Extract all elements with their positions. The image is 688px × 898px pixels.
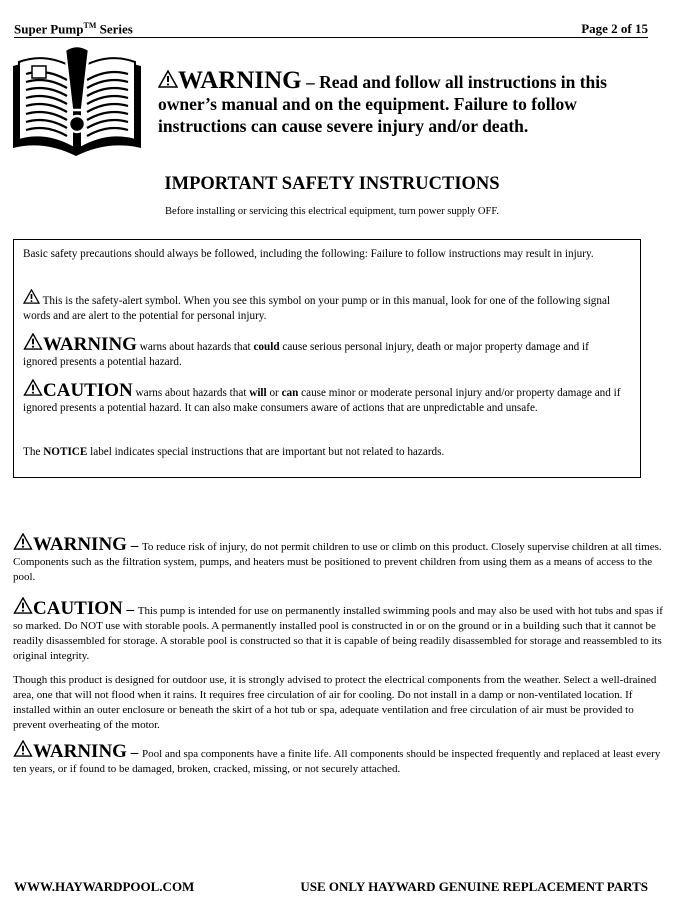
safety-alert-icon bbox=[23, 289, 40, 304]
box-notice-definition: The NOTICE label indicates special instructions that are important but not related to hazards. bbox=[23, 446, 445, 458]
box-warning-definition: WARNING warns about hazards that could cause serious personal injury, death or major property damage and if ignored presents a potential hazard. bbox=[23, 334, 589, 368]
power-off-notice: Before installing or servicing this electrical equipment, turn power supply OFF. bbox=[165, 206, 499, 217]
safety-alert-icon bbox=[158, 70, 178, 88]
outdoor-use-paragraph: Though this product is designed for outdoor use, it is strongly advised to protect the electrical components from the weather. Select a well-drained area, one that will not flood when it rains. It requires free circulation of air for cooling. Do not install in a damp or non-ventilated location. If installed within an outer enclosure or beneath the skirt of a hot tub or spa, adequate ventilation and free circulation of air must be provided to prevent overheating of the motor. bbox=[13, 674, 657, 731]
signal-words-box bbox=[13, 239, 641, 478]
top-warning-line3: instructions can cause severe injury and/or death. bbox=[158, 116, 529, 136]
safety-alert-icon bbox=[23, 333, 43, 350]
footer-website: WWW.HAYWARDPOOL.COM bbox=[14, 879, 195, 894]
page-title: IMPORTANT SAFETY INSTRUCTIONS bbox=[164, 174, 500, 194]
box-caution-definition: CAUTION warns about hazards that will or can cause minor or moderate personal injury and/or property damage and if ignored presents a potential hazard. It can also make consumers aware of actions that are unpredictable and unsafe. bbox=[23, 380, 621, 414]
top-warning-line2: owner’s manual and on the equipment. Failure to follow bbox=[158, 94, 577, 114]
warning-children: WARNING – To reduce risk of injury, do not permit children to use or climb on this product. Closely supervise children at all times. Components such as the filtration system, pumps, and heaters must be positioned to prevent children from using them as a means of access to the pool. bbox=[13, 534, 662, 583]
manual-warning-book-icon bbox=[10, 44, 144, 162]
top-warning bbox=[158, 67, 658, 137]
box-intro: Basic safety precautions should always be followed, including the following: Failure to follow instructions may result in injury. bbox=[23, 248, 594, 260]
caution-storable-pools: CAUTION – This pump is intended for use on permanently installed swimming pools and may also be used with hot tubs and spas if so marked. Do NOT use with storable pools. A permanently installed pool is constructed in or on the ground or in a building such that it cannot be readily disassembled for storage. A storable pool is constructed so that it is capable of being readily disassembled for storage and reassembled to its original integrity. bbox=[13, 598, 663, 662]
safety-alert-icon bbox=[23, 379, 43, 396]
footer-parts-notice: USE ONLY HAYWARD GENUINE REPLACEMENT PARTS bbox=[300, 879, 648, 894]
header-divider bbox=[14, 37, 648, 38]
safety-alert-icon bbox=[13, 740, 33, 757]
header-brand: Super Pump™ Series bbox=[14, 21, 133, 37]
box-alert-symbol: This is the safety-alert symbol. When you see this symbol on your pump or in this manual, look for one of the following signal words and are alert to the potential for personal injury. bbox=[23, 289, 623, 324]
safety-alert-icon bbox=[13, 533, 33, 550]
warning-finite-life: WARNING – Pool and spa components have a finite life. All components should be inspected frequently and replaced at least every ten years, or if found to be damaged, broken, cracked, missing, or not securely attached. bbox=[13, 741, 661, 775]
safety-alert-icon bbox=[13, 597, 33, 614]
top-warning-label: WARNING bbox=[178, 67, 302, 94]
page-number: Page 2 of 15 bbox=[581, 21, 648, 36]
top-warning-line1: WARNING – Read and follow all instructions in this bbox=[158, 70, 658, 93]
